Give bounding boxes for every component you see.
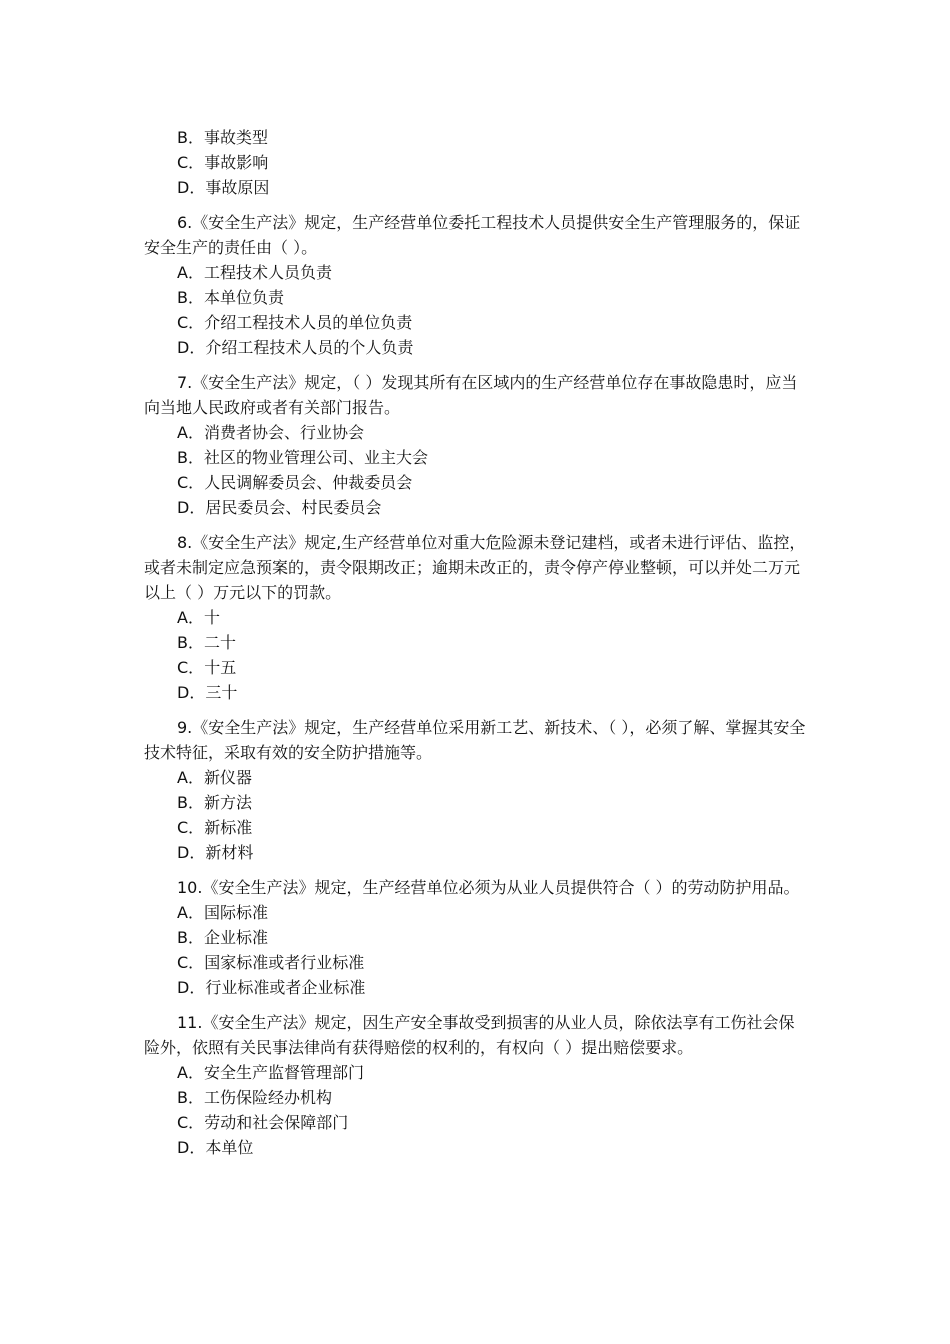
option-text: 十五 [204,658,237,677]
question-stem: 6.《安全生产法》规定，生产经营单位委托工程技术人员提供安全生产管理服务的，保证安全生产的责任由（ ）。 [144,213,801,257]
option-letter: B [177,288,188,307]
option-letter: C [177,953,189,972]
option-text: 事故影响 [204,153,269,172]
option-text: 介绍工程技术人员的单位负责 [204,313,413,332]
option-separator: ． [187,263,204,282]
option-c [177,655,810,680]
option-d [177,495,810,520]
option-b [177,285,810,310]
option-letter: A [177,768,188,787]
question-stem: 7.《安全生产法》规定，（ ）发现其所有在区域内的生产经营单位存在事故隐患时，应当向当地人民政府或者有关部门报告。 [144,373,798,417]
question-10 [144,875,810,1000]
option-separator: ． [188,1113,205,1132]
option-text: 本单位 [205,1138,254,1157]
option-separator: ． [188,953,205,972]
option-separator: ． [187,1088,204,1107]
question-stem: 9.《安全生产法》规定，生产经营单位采用新工艺、新技术、（ ），必须了解、掌握其安全技术特征，采取有效的安全防护措施等。 [144,718,806,762]
question-9 [144,715,810,865]
option-letter: D [177,338,190,357]
option-letter: B [177,633,188,652]
option-a [177,765,810,790]
option-separator: ． [188,658,205,677]
option-separator: ． [187,903,204,922]
option-c [177,470,810,495]
option-separator: ． [189,178,206,197]
option-separator: ． [188,313,205,332]
option-text: 劳动和社会保障部门 [204,1113,349,1132]
option-letter: D [177,498,190,517]
option-letter: D [177,1138,190,1157]
option-letter: B [177,448,188,467]
option-b [177,790,810,815]
option-separator: ． [189,338,206,357]
option-a [177,1060,810,1085]
option-letter: A [177,1063,188,1082]
question-list [144,125,810,1160]
option-separator: ． [187,768,204,787]
option-separator: ． [189,978,206,997]
option-text: 介绍工程技术人员的个人负责 [205,338,414,357]
question-8 [144,530,810,705]
question-stem: 8.《安全生产法》规定,生产经营单位对重大危险源未登记建档，或者未进行评估、监控，或者未制定应急预案的，责令限期改正；逾期未改正的，责令停产停业整顿，可以并处二万元以上（ ）万元以下的罚款。 [144,533,806,602]
option-separator: ． [187,633,204,652]
option-text: 安全生产监督管理部门 [203,1063,364,1082]
option-text: 新仪器 [203,768,252,787]
question-continued [144,125,810,200]
option-text: 企业标准 [204,928,269,947]
option-text: 工程技术人员负责 [203,263,332,282]
option-letter: D [177,178,190,197]
option-letter: C [177,1113,189,1132]
option-separator: ． [187,448,204,467]
option-separator: ． [187,1063,204,1082]
option-separator: ． [189,843,206,862]
option-separator: ． [189,498,206,517]
option-letter: C [177,153,189,172]
option-a [177,260,810,285]
option-letter: C [177,473,189,492]
option-separator: ． [187,608,204,627]
option-text: 十 [203,608,220,627]
option-text: 事故类型 [204,128,269,147]
option-separator: ． [187,288,204,307]
option-letter: D [177,683,190,702]
option-separator: ． [187,793,204,812]
option-letter: C [177,313,189,332]
option-text: 新标准 [204,818,253,837]
option-letter: A [177,423,188,442]
option-c [177,950,810,975]
question-stem: 10.《安全生产法》规定，生产经营单位必须为从业人员提供符合（ ）的劳动防护用品。 [177,878,800,897]
option-c [177,815,810,840]
option-text: 事故原因 [205,178,270,197]
option-separator: ． [187,928,204,947]
option-b [177,125,810,150]
question-7 [144,370,810,520]
option-text: 三十 [205,683,238,702]
option-text: 二十 [204,633,237,652]
option-letter: B [177,128,188,147]
option-separator: ． [189,1138,206,1157]
option-letter: B [177,928,188,947]
option-text: 国际标准 [203,903,268,922]
option-a [177,900,810,925]
option-separator: ． [187,423,204,442]
option-d [177,175,810,200]
option-letter: B [177,1088,188,1107]
option-letter: D [177,843,190,862]
option-text: 新材料 [205,843,254,862]
option-d [177,840,810,865]
option-a [177,605,810,630]
option-letter: C [177,818,189,837]
option-b [177,925,810,950]
option-letter: A [177,263,188,282]
option-d [177,680,810,705]
option-separator: ． [188,473,205,492]
option-letter: A [177,608,188,627]
option-text: 工伤保险经办机构 [204,1088,333,1107]
option-d [177,1135,810,1160]
option-d [177,975,810,1000]
option-b [177,1085,810,1110]
option-text: 国家标准或者行业标准 [204,953,365,972]
option-b [177,630,810,655]
question-11 [144,1010,810,1160]
option-text: 本单位负责 [204,288,285,307]
option-b [177,445,810,470]
option-c [177,310,810,335]
option-separator: ． [188,818,205,837]
option-a [177,420,810,445]
option-d [177,335,810,360]
option-text: 居民委员会、村民委员会 [205,498,382,517]
option-letter: A [177,903,188,922]
option-separator: ． [188,153,205,172]
option-text: 社区的物业管理公司、业主大会 [204,448,429,467]
option-text: 消费者协会、行业协会 [203,423,364,442]
option-letter: D [177,978,190,997]
option-letter: B [177,793,188,812]
option-letter: C [177,658,189,677]
option-separator: ． [187,128,204,147]
option-c [177,1110,810,1135]
question-6 [144,210,810,360]
question-stem: 11.《安全生产法》规定，因生产安全事故受到损害的从业人员，除依法享有工伤社会保险外，依照有关民事法律尚有获得赔偿的权利的，有权向（ ）提出赔偿要求。 [144,1013,795,1057]
option-separator: ． [189,683,206,702]
option-c [177,150,810,175]
option-text: 人民调解委员会、仲裁委员会 [204,473,413,492]
option-text: 新方法 [204,793,253,812]
option-text: 行业标准或者企业标准 [205,978,366,997]
